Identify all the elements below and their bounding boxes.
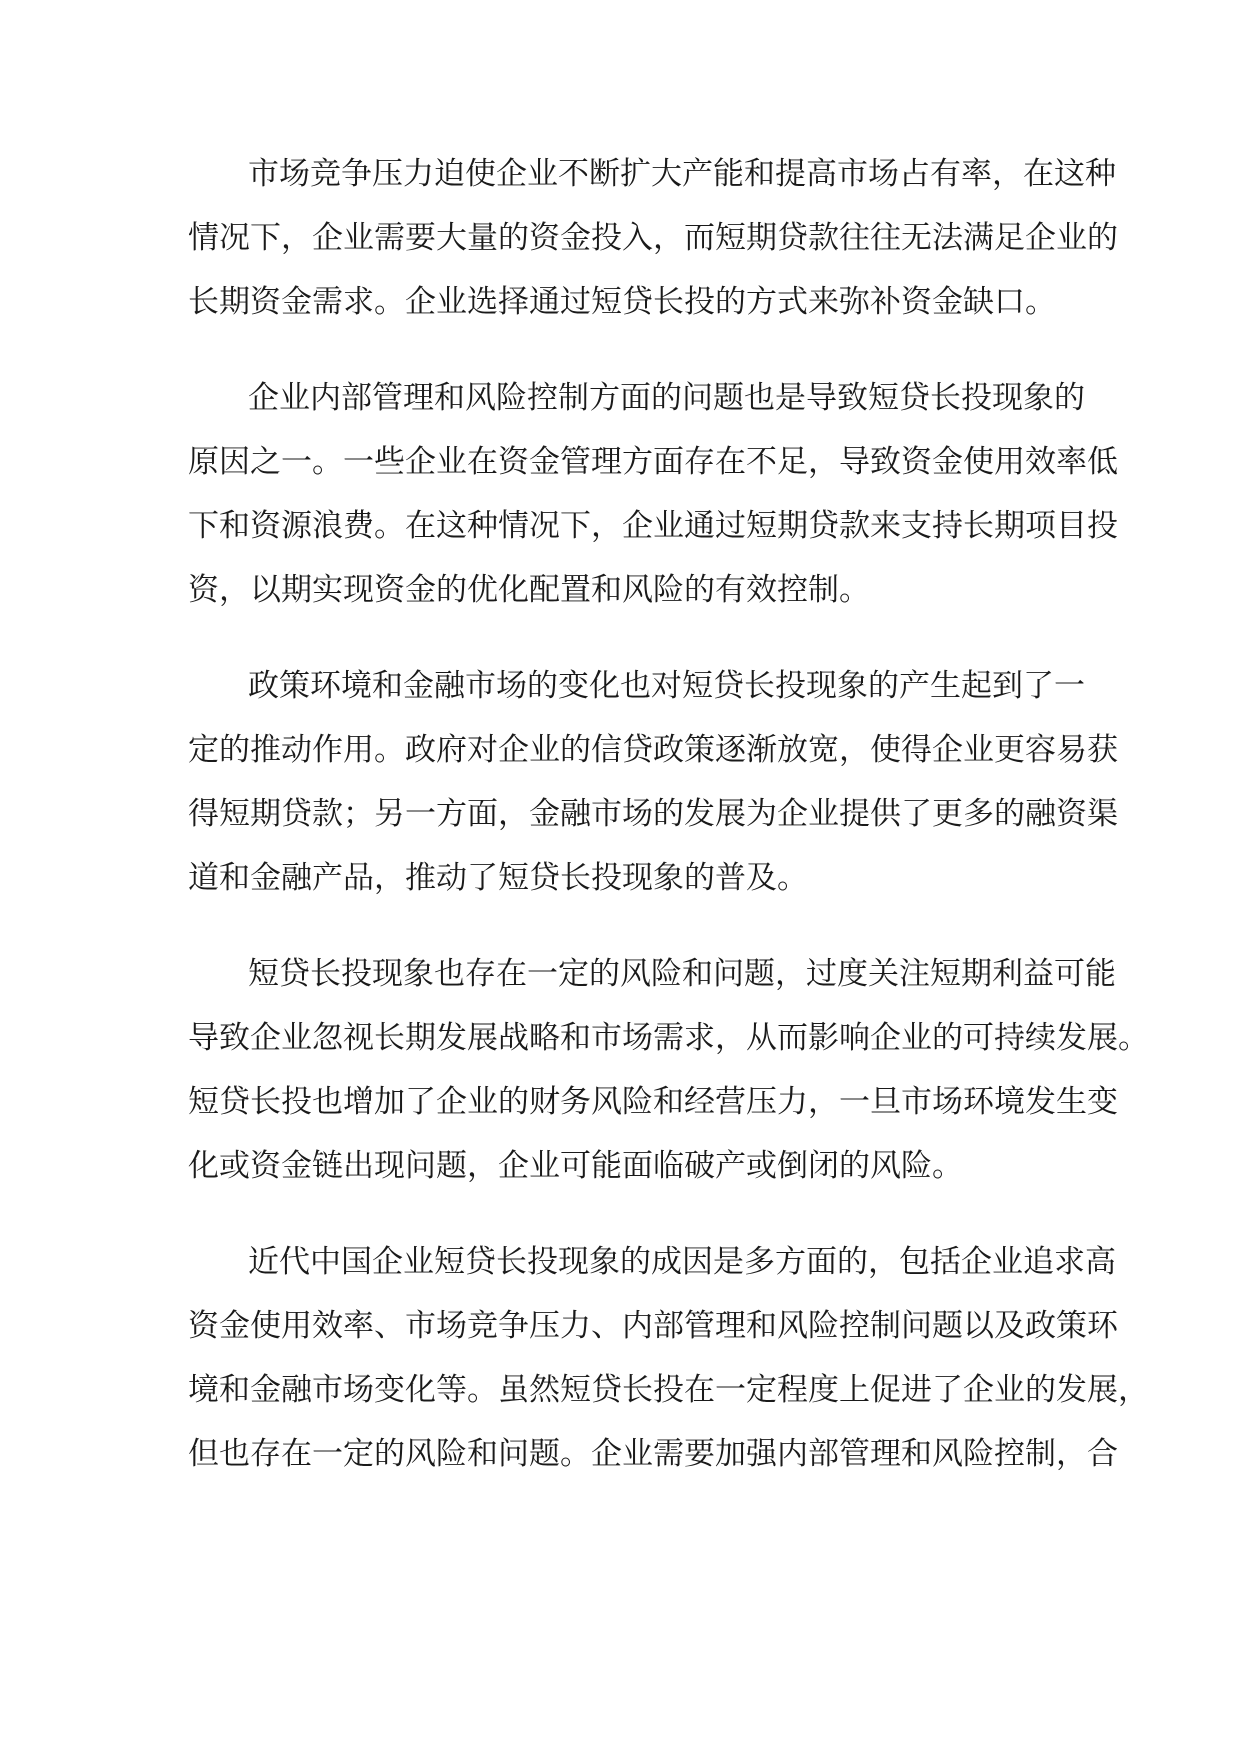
- paragraph-1-line-3: 长期资金需求。企业选择通过短贷长投的方式来弥补资金缺口。: [188, 284, 1056, 320]
- paragraph-2-line-2: 原因之一。一些企业在资金管理方面存在不足，导致资金使用效率低: [188, 444, 1118, 480]
- paragraph-5-line-2: 资金使用效率、市场竞争压力、内部管理和风险控制问题以及政策环: [188, 1308, 1118, 1344]
- paragraph-2-line-3: 下和资源浪费。在这种情况下，企业通过短期贷款来支持长期项目投: [188, 508, 1118, 544]
- paragraph-2-line-1: 企业内部管理和风险控制方面的问题也是导致短贷长投现象的: [248, 380, 1085, 416]
- paragraph-3-line-2: 定的推动作用。政府对企业的信贷政策逐渐放宽，使得企业更容易获: [188, 732, 1118, 768]
- paragraph-4-line-4: 化或资金链出现问题，企业可能面临破产或倒闭的风险。: [188, 1148, 963, 1184]
- paragraph-3-line-4: 道和金融产品，推动了短贷长投现象的普及。: [188, 860, 808, 896]
- paragraph-5-line-1: 近代中国企业短贷长投现象的成因是多方面的，包括企业追求高: [248, 1244, 1116, 1280]
- paragraph-4-line-3: 短贷长投也增加了企业的财务风险和经营压力，一旦市场环境发生变: [188, 1084, 1118, 1120]
- paragraph-1-line-2: 情况下，企业需要大量的资金投入，而短期贷款往往无法满足企业的: [188, 220, 1118, 256]
- paragraph-2-line-4: 资，以期实现资金的优化配置和风险的有效控制。: [188, 572, 870, 608]
- paragraph-5-line-4: 但也存在一定的风险和问题。企业需要加强内部管理和风险控制，合: [188, 1436, 1118, 1472]
- paragraph-3-line-1: 政策环境和金融市场的变化也对短贷长投现象的产生起到了一: [248, 668, 1085, 704]
- paragraph-1-line-1: 市场竞争压力迫使企业不断扩大产能和提高市场占有率，在这种: [248, 156, 1116, 192]
- paragraph-5-line-3: 境和金融市场变化等。虽然短贷长投在一定程度上促进了企业的发展，: [188, 1372, 1149, 1408]
- paragraph-3-line-3: 得短期贷款；另一方面，金融市场的发展为企业提供了更多的融资渠: [188, 796, 1118, 832]
- paragraph-4-line-1: 短贷长投现象也存在一定的风险和问题，过度关注短期利益可能: [248, 956, 1116, 992]
- paragraph-4-line-2: 导致企业忽视长期发展战略和市场需求，从而影响企业的可持续发展。: [188, 1020, 1149, 1056]
